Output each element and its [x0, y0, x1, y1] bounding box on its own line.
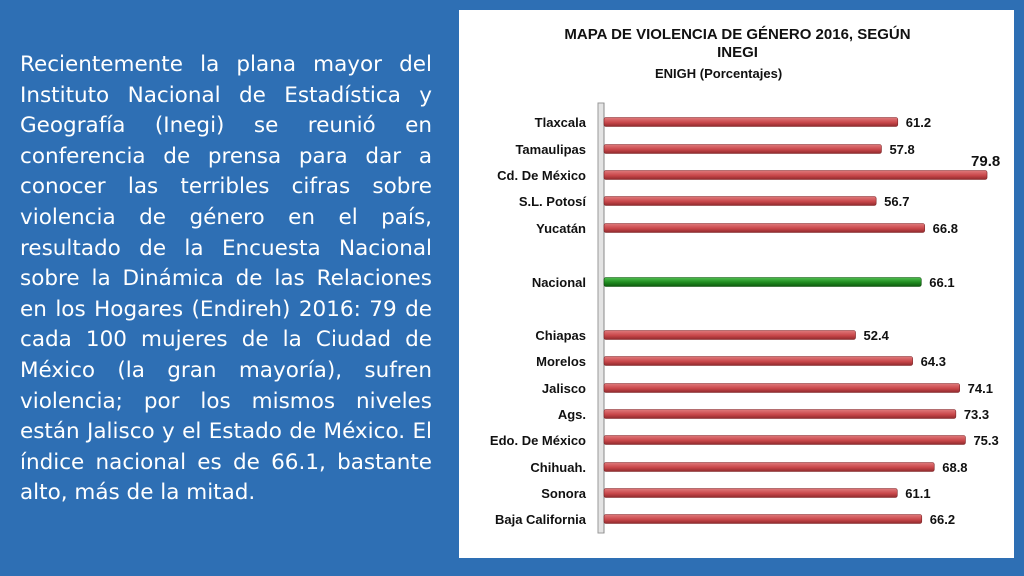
category-label-sonora: Sonora: [541, 486, 586, 501]
value-label-ags: 73.3: [963, 407, 990, 422]
category-label-nacional: Nacional: [531, 275, 586, 290]
value-label-nacional: 66.1: [929, 275, 955, 290]
category-label-morelos: Morelos: [536, 354, 586, 369]
value-label-yucatan: 66.8: [932, 221, 958, 236]
category-label-tamaulipas: Tamaulipas: [515, 142, 586, 157]
chart-title-line2: INEGI: [717, 44, 758, 61]
bar-jalisco: [604, 384, 960, 393]
value-label-chihuah: 68.8: [942, 460, 968, 475]
category-label-cd-de-mexico: Cd. De México: [497, 168, 586, 183]
category-label-tlaxcala: Tlaxcala: [534, 115, 586, 130]
chart-title-line1: MAPA DE VIOLENCIA DE GÉNERO 2016, SEGÚN: [564, 26, 911, 43]
category-label-edo-de-mexico: Edo. De México: [489, 433, 586, 448]
bar-baja-california: [604, 515, 922, 524]
bar-chiapas: [604, 331, 856, 340]
category-label-s-l-potosi: S.L. Potosí: [518, 194, 586, 209]
value-label-cd-de-mexico: 79.8: [971, 153, 1001, 170]
value-label-sonora: 61.1: [905, 486, 931, 501]
bar-nacional: [604, 278, 921, 287]
value-label-edo-de-mexico: 75.3: [973, 433, 999, 448]
bar-ags: [604, 410, 956, 419]
chart-subtitle: ENIGH (Porcentajes): [655, 66, 783, 81]
bar-s-l-potosi: [604, 197, 876, 206]
category-label-jalisco: Jalisco: [541, 381, 586, 396]
axis-wall: [598, 103, 604, 533]
value-label-tamaulipas: 57.8: [889, 142, 915, 157]
bar-sonora: [604, 489, 897, 498]
value-label-morelos: 64.3: [920, 354, 946, 369]
bar-edo-de-mexico: [604, 436, 965, 445]
category-label-ags: Ags.: [557, 407, 586, 422]
description-paragraph: Recientemente la plana mayor del Instituto Nacional de Estadística y Geografía (Inegi) se reunió en conferencia de prensa para dar a conocer las terribles cifras sobre violencia de género en el país, resultado de la Encuesta Nacional sobre la Dinámica de las Relaciones en los Hogares (Endireh) 2016: 79 de cada 100 mujeres de la Ciudad de México (la gran mayoría), sufren violencia; por los mismos niveles están Jalisco y el Estado de México. El índice nacional es de 66.1, bastante alto, más de la mitad.: [20, 52, 432, 506]
bar-chihuah: [604, 463, 934, 472]
value-label-chiapas: 52.4: [863, 328, 889, 343]
bar-cd-de-mexico: [604, 171, 987, 180]
category-label-yucatan: Yucatán: [536, 221, 586, 236]
category-label-chiapas: Chiapas: [535, 328, 586, 343]
bar-tlaxcala: [604, 118, 898, 127]
value-label-tlaxcala: 61.2: [905, 115, 932, 130]
category-label-chihuah: Chihuah.: [530, 460, 586, 475]
category-label-baja-california: Baja California: [494, 512, 586, 527]
bar-yucatan: [604, 224, 925, 233]
bar-tamaulipas: [604, 145, 881, 154]
value-label-baja-california: 66.2: [929, 512, 956, 527]
bar-morelos: [604, 357, 913, 366]
value-label-s-l-potosi: 56.7: [884, 194, 910, 209]
value-label-jalisco: 74.1: [967, 381, 993, 396]
